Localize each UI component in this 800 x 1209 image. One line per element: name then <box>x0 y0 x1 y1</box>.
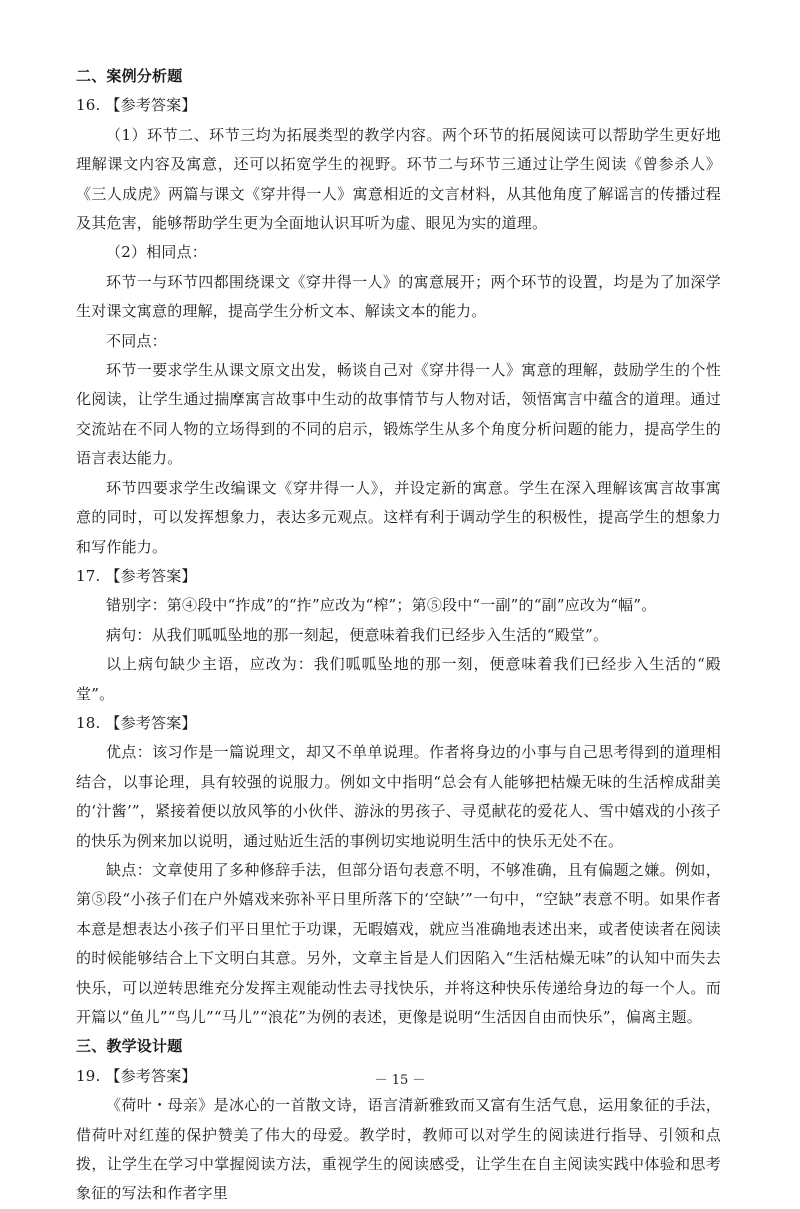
question-16-paragraph-1: （1）环节二、环节三均为拓展类型的教学内容。两个环节的拓展阅读可以帮助学生更好地理解课文内容及寓意，还可以拓宽学生的视野。环节二与环节三通过让学生阅读《曾参杀人》《三人成虎》两篇与课文《穿井得一人》寓意相近的文言材料，从其他角度了解谣言的传播过程及其危害，能够帮助学生更为全面地认识耳听为虚、眼见为实的道理。 <box>76 125 721 233</box>
question-18-label: 18. 【参考答案】 <box>76 713 197 732</box>
question-16-paragraph-2: （2）相同点： <box>106 243 207 262</box>
page-number: － 15 － <box>374 1073 426 1088</box>
answer-content <box>76 62 721 1209</box>
question-17-label: 17. 【参考答案】 <box>76 566 197 585</box>
question-16-paragraph-6: 环节四要求学生改编课文《穿井得一人》，并设定新的寓意。学生在深入理解该寓言故事寓意的同时，可以发挥想象力，表达多元观点。这样有利于调动学生的积极性，提高学生的想象力和写作能力。 <box>76 478 721 556</box>
question-18-paragraph-1: 优点：该习作是一篇说理文，却又不单单说理。作者将身边的小事与自己思考得到的道理相结合，以事论理，具有较强的说服力。例如文中指明“总会有人能够把枯燥无味的生活榨成甜美的‘汁酱’”，紧接着便以放风筝的小伙伴、游泳的男孩子、寻觅献花的爱花人、雪中嬉戏的小孩子的快乐为例来加以说明，通过贴近生活的事例切实地说明生活中的快乐无处不在。 <box>76 743 721 850</box>
question-16-paragraph-5: 环节一要求学生从课文原文出发，畅谈自己对《穿井得一人》寓意的理解，鼓励学生的个性化阅读，让学生通过揣摩寓言故事中生动的故事情节与人物对话，领悟寓言中蕴含的道理。通过交流站在不同人物的立场得到的不同的启示，锻炼学生从多个角度分析问题的能力，提高学生的语言表达能力。 <box>76 361 721 468</box>
question-17-paragraph-3: 以上病句缺少主语，应改为：我们呱呱坠地的那一刻，便意味着我们已经步入生活的“殿堂”。 <box>76 655 721 703</box>
question-19-paragraph-1: 《荷叶・母亲》是冰心的一首散文诗，语言清新雅致而又富有生活气息，运用象征的手法，借荷叶对红莲的保护赞美了伟大的母爱。教学时，教师可以对学生的阅读进行指导、引领和点拨，让学生在学习中掌握阅读方法，重视学生的阅读感受，让学生在自主阅读实践中体验和思考象征的写法和作者字里 <box>76 1096 721 1203</box>
question-18-paragraph-2: 缺点：文章使用了多种修辞手法，但部分语句表意不明，不够准确，且有偏题之嫌。例如，第⑤段“小孩子们在户外嬉戏来弥补平日里所落下的‘空缺’”一句中，“空缺”表意不明。如果作者本意是想表达小孩子们平日里忙于功课，无暇嬉戏，就应当准确地表述出来，或者使读者在阅读的时候能够结合上下文明白其意。另外，文章主旨是人们因陷入“生活枯燥无味”的认知中而失去快乐，可以逆转思维充分发挥主观能动性去寻找快乐，并将这种快乐传递给身边的每一个人。而开篇以“鱼儿”“鸟儿”“马儿”“浪花”为例的表述，更像是说明“生活因自由而快乐”，偏离主题。 <box>76 860 721 1026</box>
question-19-label: 19. 【参考答案】 <box>76 1066 197 1085</box>
question-17-paragraph-1: 错别字：第④段中“拃成”的“拃”应改为“榨”；第⑤段中“一副”的“副”应改为“幅”。 <box>106 596 657 615</box>
question-17-paragraph-2: 病句：从我们呱呱坠地的那一刻起，便意味着我们已经步入生活的“殿堂”。 <box>106 625 609 644</box>
question-16-label: 16. 【参考答案】 <box>76 96 197 115</box>
question-16-paragraph-4: 不同点： <box>106 331 167 350</box>
question-16-paragraph-3: 环节一与环节四都围绕课文《穿井得一人》的寓意展开；两个环节的设置，均是为了加深学生对课文寓意的理解，提高学生分析文本、解读文本的能力。 <box>76 272 721 321</box>
section-heading-teaching-design: 三、教学设计题 <box>76 1037 183 1056</box>
section-heading-case-analysis: 二、案例分析题 <box>76 67 183 85</box>
